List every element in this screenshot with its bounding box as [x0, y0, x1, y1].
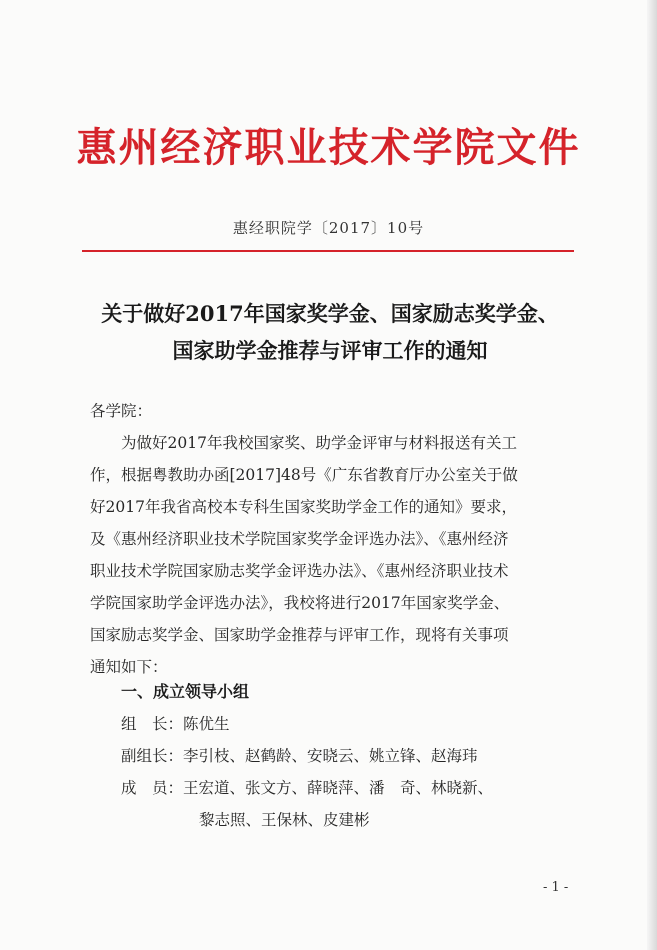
paragraph-line: 好2017年我省高校本专科生国家奖助学金工作的通知》要求， [90, 498, 517, 516]
member-names: 李引枝、赵鹤龄、安晓云、姚立锋、赵海玮 [183, 747, 478, 765]
document-number: 惠经职院学〔2017〕10号 [232, 219, 425, 237]
subject-title-line-1: 关于做好2017年国家奖学金、国家励志奖学金、 [101, 301, 559, 326]
member-names: 王宏道、张文方、薛晓萍、潘 奇、林晓新、 [183, 779, 494, 797]
page-number: - 1 - [543, 880, 569, 895]
subject-title-line-2: 国家助学金推荐与评审工作的通知 [172, 338, 488, 363]
section-heading: 一、成立领导小组 [121, 682, 250, 701]
paragraph-line: 国家励志奖学金、国家助学金推荐与评审工作，现将有关事项 [90, 626, 509, 644]
paragraph-line: 职业技术学院国家励志奖学金评选办法》、《惠州经济职业技术 [90, 562, 509, 580]
red-divider-line [82, 250, 574, 252]
member-row-members-continued [199, 807, 370, 833]
addressee: 各学院： [90, 402, 153, 420]
issuing-authority-title: 惠州经济职业技术学院文件 [76, 124, 581, 171]
member-names: 黎志照、王保林、皮建彬 [199, 811, 370, 829]
member-role: 副组长： [121, 747, 184, 765]
paragraph-line: 为做好2017年我校国家奖、助学金评审与材料报送有关工 [121, 434, 517, 452]
member-names: 陈优生 [183, 715, 230, 733]
paragraph-line: 及《惠州经济职业技术学院国家奖学金评选办法》、《惠州经济 [90, 530, 509, 548]
member-role: 组 长： [121, 715, 184, 733]
paragraph-line: 通知如下： [90, 658, 168, 676]
paragraph-line: 作，根据粤教助办函[2017]48号《广东省教育厅办公室关于做 [90, 466, 518, 484]
paragraph-line: 学院国家助学金评选办法》，我校将进行2017年国家奖学金、 [90, 594, 510, 612]
member-role: 成 员： [121, 779, 184, 797]
member-row-deputy [121, 743, 478, 769]
member-row-leader [121, 711, 230, 737]
member-row-members [121, 775, 493, 801]
